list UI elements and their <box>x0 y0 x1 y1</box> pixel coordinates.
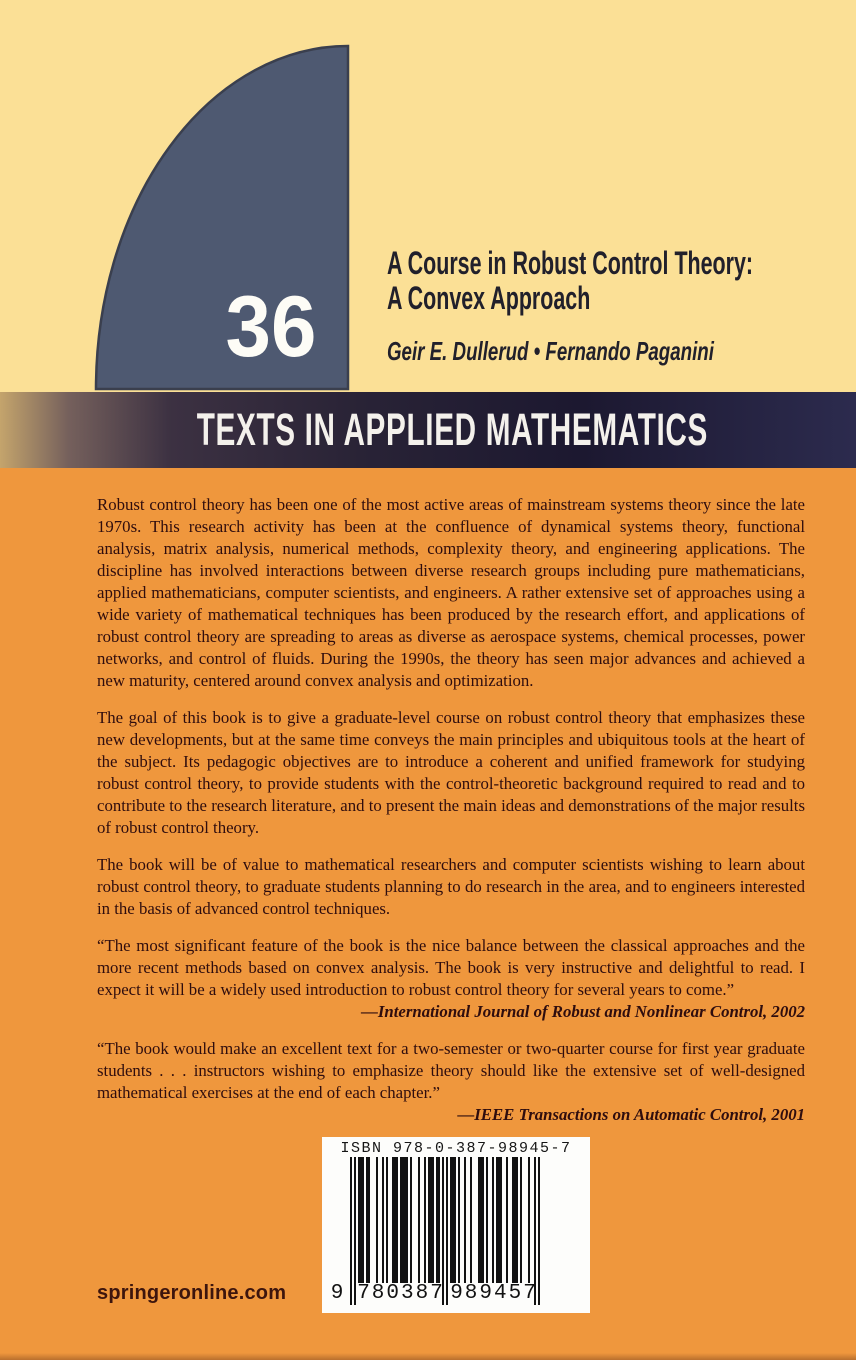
series-banner-text: TEXTS IN APPLIED MATHEMATICS <box>196 404 708 455</box>
barcode-digits-left: 780387 <box>357 1282 445 1305</box>
cover-header <box>0 0 856 392</box>
series-number: 36 <box>225 279 317 375</box>
review-attribution: —International Journal of Robust and Nonlinear Control, 2002 <box>361 1002 805 1021</box>
book-authors: Geir E. Dullerud • Fernando Paganini <box>387 336 714 366</box>
series-banner <box>0 392 856 468</box>
publisher-website: springeronline.com <box>97 1282 287 1304</box>
review-quote: “The most significant feature of the book is the nice balance between the classical approaches and the more recent methods based on convex analysis. The book is very instructive and delightful to read. I expect it will be a widely used introduction to robust control theory for several years to come.” <box>97 936 805 999</box>
isbn-label: ISBN 978-0-387-98945-7 <box>340 1140 572 1157</box>
back-cover-text <box>0 468 856 1126</box>
barcode-digit-lead: 9 <box>330 1282 344 1305</box>
description-paragraph: The book will be of value to mathematical researchers and computer scientists wishing to learn about robust control theory, to graduate students planning to do research in the area, and to engineers interested in the basis of advanced control techniques. <box>97 855 805 918</box>
title-block <box>387 246 856 365</box>
isbn-barcode <box>322 1137 590 1313</box>
book-title <box>387 246 753 316</box>
review-quote: “The book would make an excellent text for a two-semester or two-quarter course for first year graduate students . . . instructors wishing to emphasize theory should like the extensive set of well-designed mathematical exercises at the end of each chapter.” <box>97 1039 805 1102</box>
barcode-digits <box>322 1282 590 1308</box>
book-title-line1: A Course in Robust Control Theory: <box>387 245 754 281</box>
description-paragraph: Robust control theory has been one of the most active areas of mainstream systems theory since the late 1970s. This research activity has been at the confluence of dynamical systems theory, functional analysis, matrix analysis, numerical methods, complexity theory, and engineering applications. The discipline has involved interactions between diverse research groups including pure mathematicians, applied mathematicians, computer scientists, and engineers. A rather extensive set of approaches using a wide variety of mathematical techniques has been produced by the research effort, and applications of robust control theory are spreading to areas as diverse as aerospace systems, chemical processes, power networks, and control of fluids. During the 1990s, the theory has seen major advances and achieved a new maturity, centered around convex analysis and optimization. <box>97 495 805 690</box>
review-attribution: —IEEE Transactions on Automatic Control, 2001 <box>457 1105 805 1124</box>
barcode-digits-right: 989457 <box>450 1282 538 1305</box>
book-title-line2: A Convex Approach <box>387 280 591 316</box>
description-paragraph: The goal of this book is to give a graduate-level course on robust control theory that emphasizes these new developments, but at the same time conveys the main principles and ubiquitous tools at the heart of the subject. Its pedagogic objectives are to introduce a coherent and unified framework for studying robust control theory, to provide students with the control-theoretic background required to read and to contribute to the research literature, and to present the main ideas and demonstrations of the major results of robust control theory. <box>97 708 805 837</box>
